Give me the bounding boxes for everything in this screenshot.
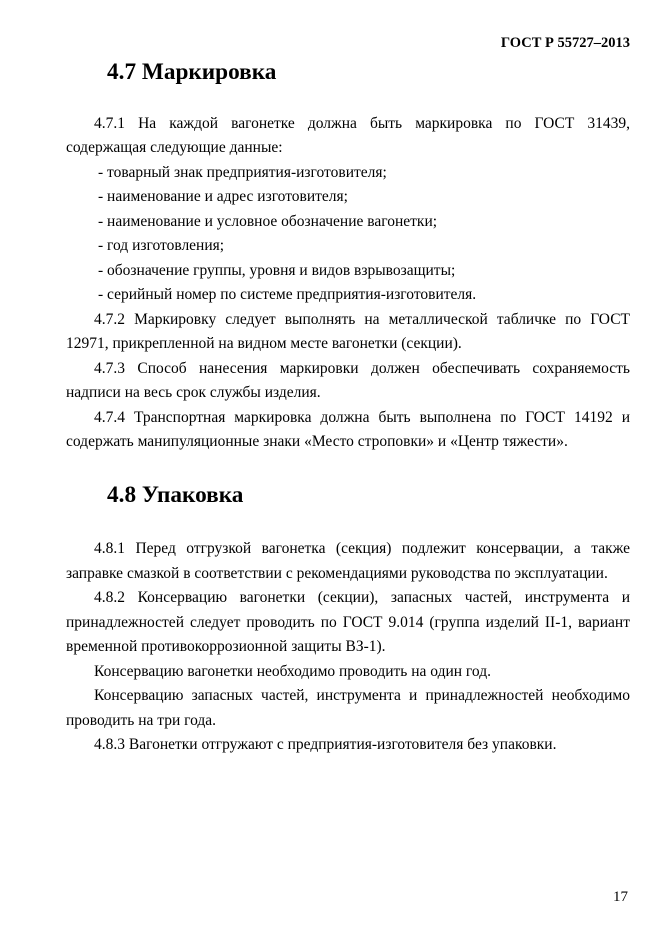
paragraph-4-8-2: 4.8.2 Консервацию вагонетки (секции), запасных частей, инструмента и принадлежностей следует проводить по ГОСТ 9.014 (группа изделий II-1, вариант временной противокоррозионной защиты ВЗ-1). [66,589,630,655]
paragraph-conservation-one-year: Консервацию вагонетки необходимо проводить на один год. [94,662,491,680]
list-item-explosion-protection: - обозначение группы, уровня и видов взрывозащиты; [98,261,456,279]
paragraph-4-7-2: 4.7.2 Маркировку следует выполнять на металлической табличке по ГОСТ 12971, прикрепленной на видном месте вагонетки (секции). [66,310,630,352]
section-heading-4-8: 4.8 Упаковка [107,481,244,508]
list-item-serial-number: - серийный номер по системе предприятия-изготовителя. [98,286,477,303]
paragraph-4-8-3: 4.8.3 Вагонетки отгружают с предприятия-изготовителя без упаковки. [94,736,557,753]
doc-number-header: ГОСТ Р 55727–2013 [500,35,630,51]
paragraph-4-8-1: 4.8.1 Перед отгрузкой вагонетка (секция) подлежит консервации, а также заправке смазкой в соответствии с рекомендациями руководства по эксплуатации. [66,540,630,582]
paragraph-4-7-3: 4.7.3 Способ нанесения маркировки должен обеспечивать сохраняемость надписи на весь срок службы изделия. [66,359,630,401]
list-item-manufacturer-name: - наименование и адрес изготовителя; [98,188,348,205]
list-item-year: - год изготовления; [98,237,225,254]
paragraph-4-7-1: 4.7.1 На каждой вагонетке должна быть маркировка по ГОСТ 31439, содержащая следующие данные: [66,114,630,156]
section-heading-4-7: 4.7 Маркировка [107,59,277,85]
paragraph-4-7-4: 4.7.4 Транспортная маркировка должна быть выполнена по ГОСТ 14192 и содержать манипуляционные знаки «Место строповки» и «Центр тяжести». [66,408,630,450]
paragraph-conservation-three-years: Консервацию запасных частей, инструмента и принадлежностей необходимо проводить на три года. [66,687,630,729]
page-number: 17 [613,888,628,905]
list-item-designation: - наименование и условное обозначение вагонетки; [98,212,438,230]
list-item-trademark: - товарный знак предприятия-изготовителя; [98,163,387,181]
